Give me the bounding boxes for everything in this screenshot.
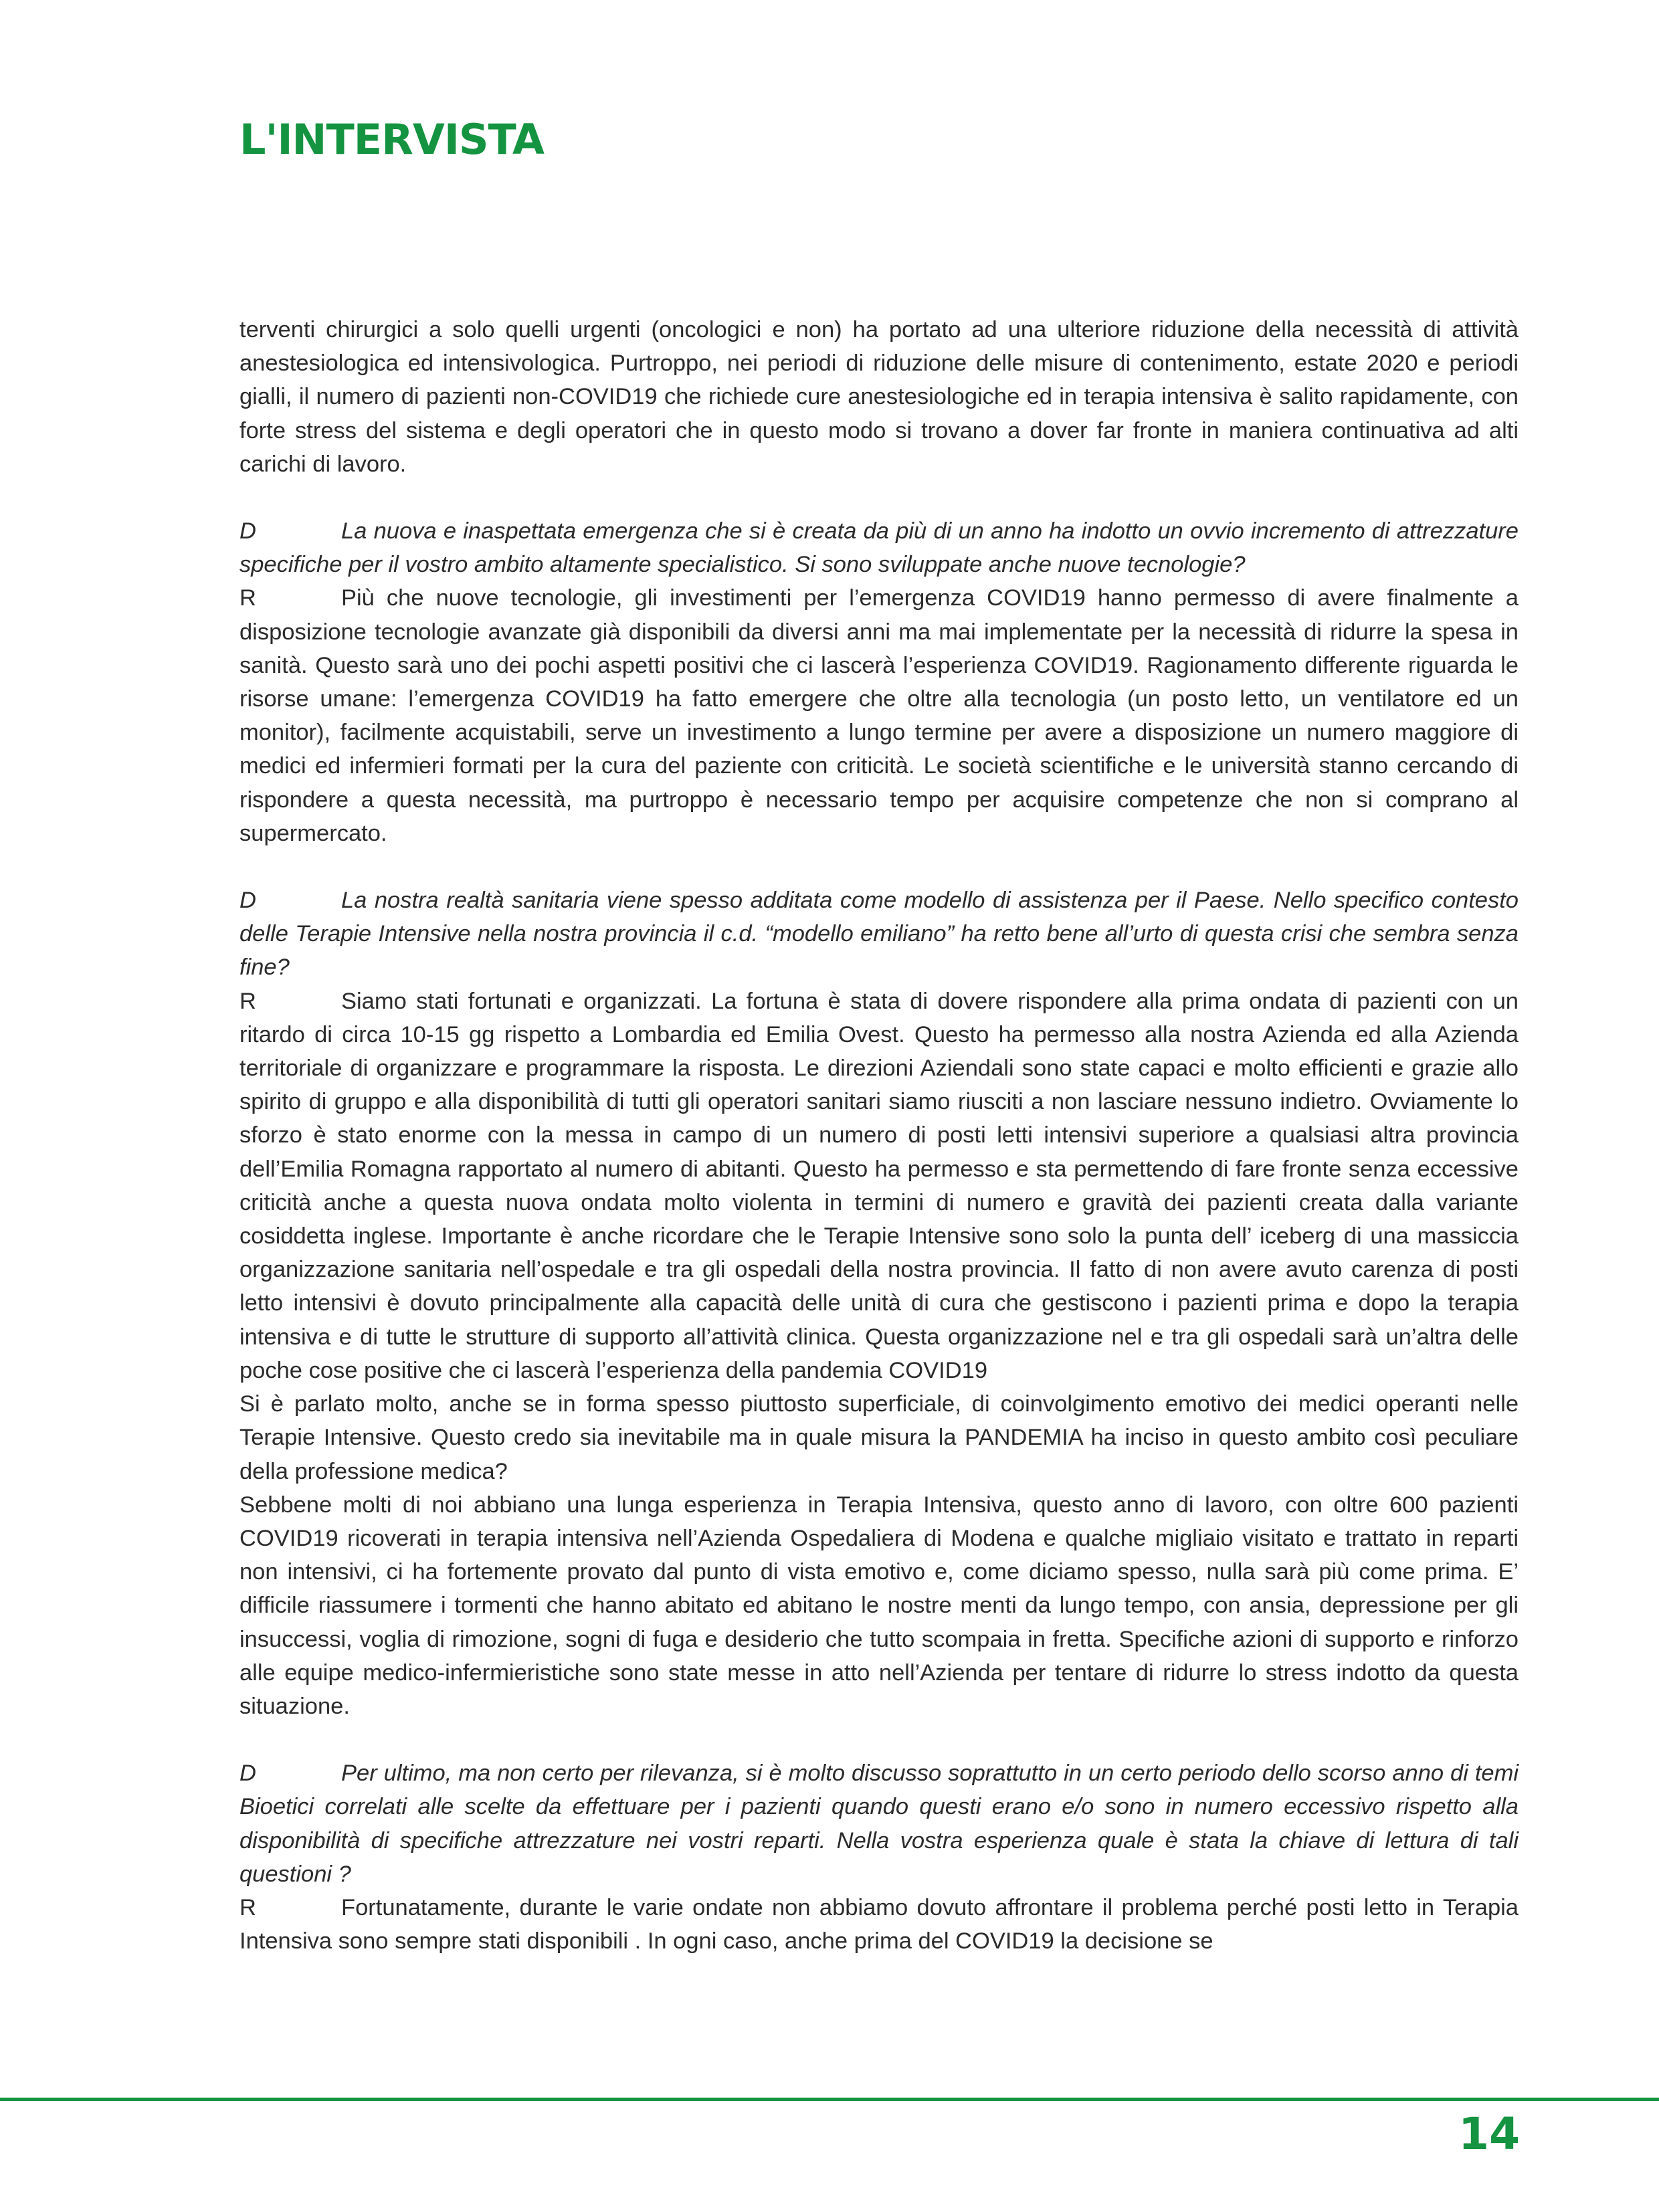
paragraph-continuation: terventi chirurgici a solo quelli urgenti (oncologici e non) ha portato ad una ulteriore riduzione della necessità di attività anestesiologica ed intensivologica. Purtroppo, nei periodi di riduzione delle misure di contenimento, estate 2020 e periodi gialli, il numero di pazienti non-COVID19 che richiede cure anestesiologiche ed in terapia intensiva è salito rapidamente, con forte stress del sistema e degli operatori che in questo modo si trovano a dover far fronte in maniera continuativa ad alti carichi di lavoro. [239, 317, 1519, 477]
footer-divider [0, 2098, 1659, 2101]
answer-3: Sebbene molti di noi abbiano una lunga esperienza in Terapia Intensiva, questo anno di lavoro, con oltre 600 pazienti COVID19 ricoverati in terapia intensiva nell’Azienda Ospedaliera di Modena e qualche migliaio visitato e trattato in reparti non intensivi, ci ha fortemente provato dal punto di vista emotivo e, come diciamo spesso, nulla sarà più come prima. E’ difficile riassumere i tormenti che hanno abitato ed abitano le nostre menti da lungo tempo, con ansia, depressione per gli insuccessi, voglia di rimozione, sogni di fuga e desiderio che tutto scompaia in fretta. Specifiche azioni di supporto e rinforzo alle equipe medico-infermieristiche sono state messe in atto nell’Azienda per tentare di ridurre lo stress indotto da questa situazione. [239, 1492, 1519, 1719]
answer-tag: R [239, 585, 256, 611]
paragraph-gap [239, 1723, 1519, 1756]
answer-text: Più che nuove tecnologie, gli investimenti per l’emergenza COVID19 hanno permesso di avere finalmente a disposizione tecnologie avanzate già disponibili da diversi anni ma mai implementate per la necessità di ridurre la spesa in sanità. Questo sarà uno dei pochi aspetti positivi che ci lascerà l’esperienza COVID19. Ragionamento differente riguarda le risorse umane: l’emergenza COVID19 ha fatto emergere che oltre alla tecnologia (un posto letto, un ventilatore ed un monitor), facilmente acquistabili, serve un investimento a lungo termine per avere a disposizione un numero maggiore di medici ed infermieri formati per la cura del paziente con criticità. Le società scientifiche e le università stanno cercando di rispondere a questa necessità, ma purtroppo è necessario tempo per acquisire competenze che non si comprano al supermercato. [239, 585, 1519, 846]
answer-tag: R [239, 1894, 256, 1920]
question-3: Si è parlato molto, anche se in forma spesso piuttosto superficiale, di coinvolgimento emotivo dei medici operanti nelle Terapie Intensive. Questo credo sia inevitabile ma in quale misura la PANDEMIA ha inciso in questo ambito così peculiare della professione medica? [239, 1391, 1519, 1484]
question-1 [239, 514, 1519, 581]
answer-1 [239, 581, 1519, 850]
answer-4 [239, 1891, 1519, 1958]
section-title: L'INTERVISTA [239, 115, 544, 164]
answer-2 [239, 985, 1519, 1387]
question-tag: D [239, 1761, 256, 1787]
question-text: Per ultimo, ma non certo per rilevanza, si è molto discusso soprattutto in un certo periodo dello scorso anno di temi Bioetici correlati alle scelte da effettuare per i pazienti quando questi erano e/o sono in numero eccessivo rispetto alla disponibilità di specifiche attrezzature nei vostri reparti. Nella vostra esperienza quale è stata la chiave di lettura di tali questioni ? [239, 1761, 1519, 1887]
question-4 [239, 1756, 1519, 1891]
answer-text: Siamo stati fortunati e organizzati. La fortuna è stata di dovere rispondere alla prima ondata di pazienti con un ritardo di circa 10-15 gg rispetto a Lombardia ed Emilia Ovest. Questo ha permesso alla nostra Azienda ed alla Azienda territoriale di organizzare e programmare la risposta. Le direzioni Aziendali sono state capaci e molto efficienti e grazie allo spirito di gruppo e alla disponibilità di tutti gli operatori sanitari siamo riusciti a non lasciare nessuno indietro. Ovviamente lo sforzo è stato enorme con la messa in campo di un numero di posti letti intensivi superiore a qualsiasi altra provincia dell’Emilia Romagna rapportato al numero di abitanti. Questo ha permesso e sta permettendo di fare fronte senza eccessive criticità anche a questa nuova ondata molto violenta in termini di numero e gravità dei pazienti creata dalla variante cosiddetta inglese. Importante è anche ricordare che le Terapie Intensive sono solo la punta dell’ iceberg di una massiccia organizzazione sanitaria nell’ospedale e tra gli ospedali della nostra provincia. Il fatto di non avere avuto carenza di posti letto intensivi è dovuto principalmente alla capacità delle unità di cura che gestiscono i pazienti prima e dopo la terapia intensiva e di tutte le strutture di supporto all’attività clinica. Questa organizzazione nel e tra gli ospedali sarà un’altra delle poche cose positive che ci lascerà l’esperienza della pandemia COVID19 [239, 988, 1519, 1383]
question-text: La nostra realtà sanitaria viene spesso additata come modello di assistenza per il Paese. Nello specifico contesto delle Terapie Intensive nella nostra provincia il c.d. “modello emiliano” ha retto bene all’urto di questa crisi che sembra senza fine? [239, 888, 1519, 981]
answer-tag: R [239, 988, 256, 1014]
answer-text: Fortunatamente, durante le varie ondate non abbiamo dovuto affrontare il problema perché posti letto in Terapia Intensiva sono sempre stati disponibili . In ogni caso, anche prima del COVID19 la decisione se [239, 1894, 1519, 1954]
question-2 [239, 884, 1519, 985]
question-text: La nuova e inaspettata emergenza che si è creata da più di un anno ha indotto un ovvio incremento di attrezzature specifiche per il vostro ambito altamente specialistico. Si sono sviluppate anche nuove tecnologie? [239, 518, 1519, 578]
question-tag: D [239, 888, 256, 914]
article-body [239, 313, 1519, 1958]
paragraph-gap [239, 850, 1519, 884]
page-number: 14 [1458, 2108, 1520, 2160]
paragraph-gap [239, 481, 1519, 514]
question-tag: D [239, 518, 256, 544]
